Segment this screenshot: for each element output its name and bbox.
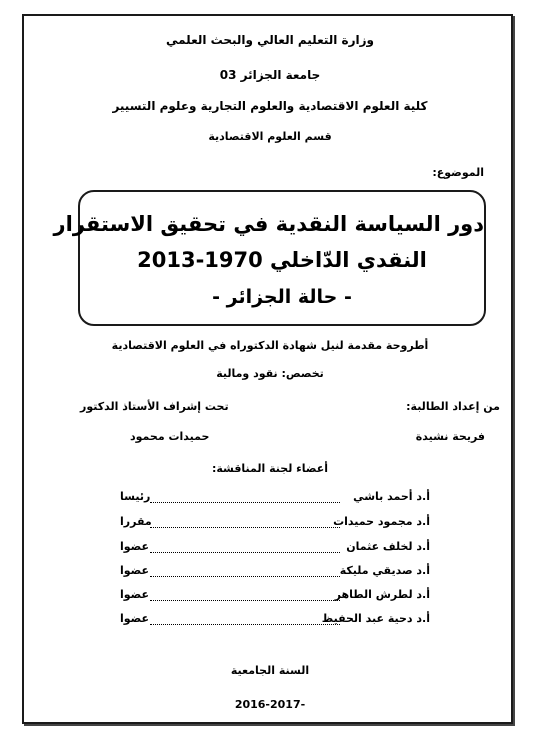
committee-member-role: عضوا [120,540,150,553]
thesis-title-box [53,190,486,326]
academic-year-label: السنة الجامعية [230,664,310,677]
student-name: فريحة نشيدة [415,430,485,443]
committee-member-name: أ.د دحية عبد الحفيظ [321,612,430,625]
dotted-leader [150,502,340,503]
specialization: تخصص: نقود ومالية [216,367,324,380]
subject-label: الموضوع: [432,166,484,179]
committee-member-role: مقررا [120,515,152,528]
academic-year: 2016-2017- [234,698,306,711]
faculty-name: كلية العلوم الاقتصادية والعلوم التجارية وعلوم التسيير [112,99,428,113]
university-name: جامعة الجزائر 03 [219,68,321,82]
thesis-title-line-2: النقدي الدّاخلي 1970-2013 [137,248,427,272]
department-name: قسم العلوم الاقتصادية [208,130,332,143]
committee-member-role: عضوا [120,564,150,577]
dotted-leader [150,576,340,577]
committee-member-name: أ.د لخلف عثمان [346,540,430,553]
supervisor-name: حميدات محمود [130,430,210,443]
committee-heading: أعضاء لجنة المناقشة: [211,462,329,475]
dotted-leader [150,527,340,528]
committee-member-role: عضوا [120,612,150,625]
thesis-title-line-3: - حالة الجزائر - [212,286,352,308]
dotted-leader [150,600,340,601]
supervisor-label: تحت إشراف الأستاذ الدكتور [80,400,229,413]
dotted-leader [150,552,340,553]
committee-member-name: أ.د أحمد باشي [353,490,430,503]
thesis-note: أطروحة مقدمة لنيل شهادة الدكتوراه في العلوم الاقتصادية [111,339,429,352]
committee-member-name: أ.د لطرش الطاهر [334,588,430,601]
committee-member-name: أ.د صديقي مليكة [339,564,430,577]
ministry-name: وزارة التعليم العالي والبحث العلمي [165,33,375,47]
committee-member-role: عضوا [120,588,150,601]
committee-member-name: أ.د مجمود حميدات [333,515,430,528]
dotted-leader [150,624,340,625]
committee-member-role: رئيسا [120,490,151,503]
thesis-title-line-1: دور السياسة النقدية في تحقيق الاستقرار [53,212,484,236]
student-label: من إعداد الطالبة: [406,400,500,413]
